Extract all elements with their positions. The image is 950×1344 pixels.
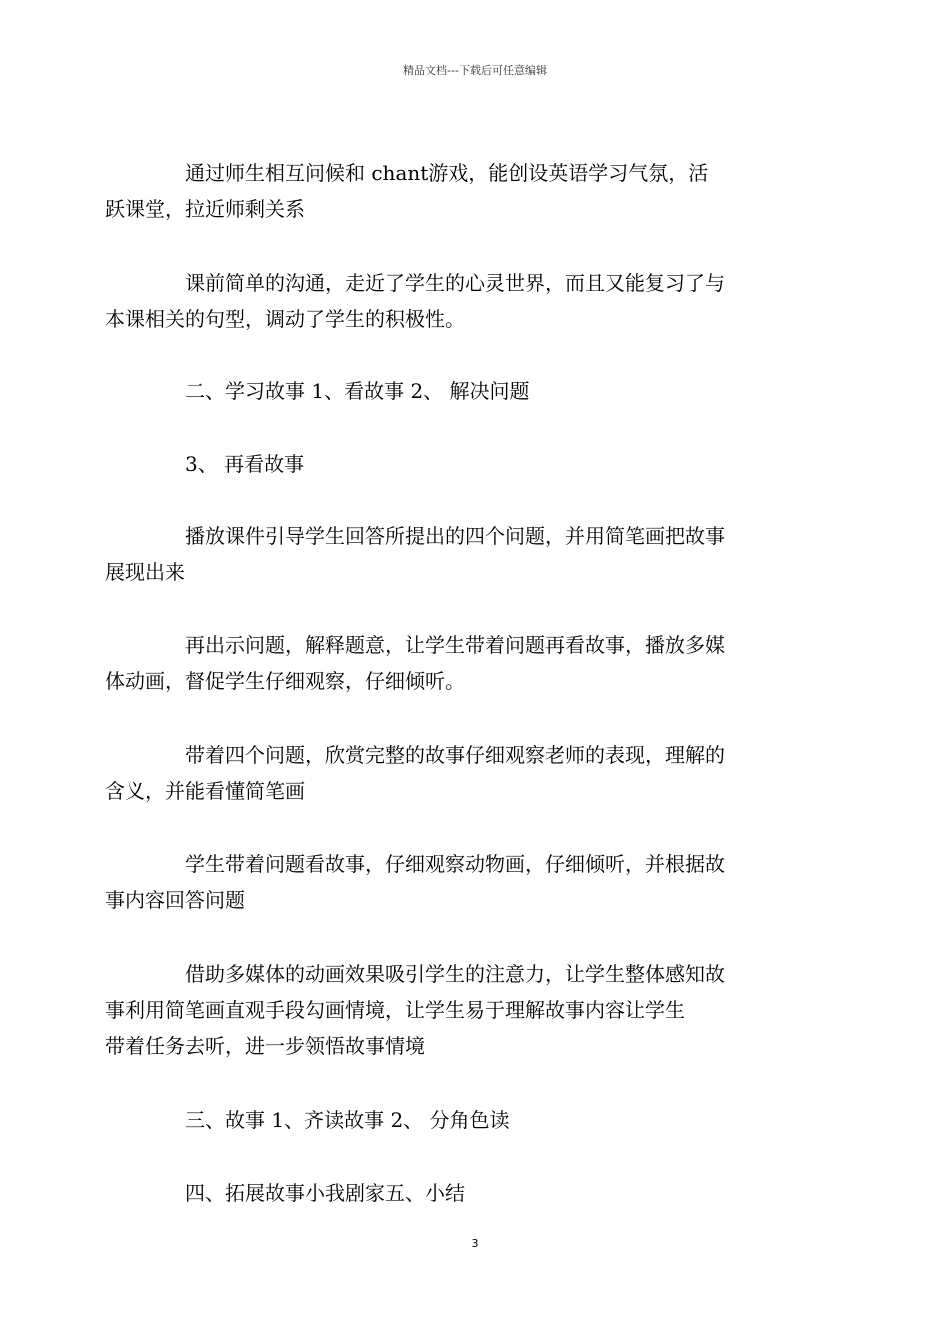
paragraph-line: 含义，并能看懂简笔画: [105, 779, 305, 803]
section-heading-story-reading: [145, 1102, 815, 1138]
paragraph-line: 本课相关的句型，调动了学生的积极性。: [105, 307, 465, 331]
paragraph-line: 学生带着问题看故事，仔细观察动物画，仔细倾听，并根据故: [185, 852, 725, 876]
paragraph-line: 跃课堂，拉近师剩关系: [105, 197, 305, 221]
paragraph-line: 带着任务去听，进一步领悟故事情境: [105, 1034, 425, 1058]
paragraph-pre-class-communication: [105, 265, 815, 337]
section-item-review-story: [145, 446, 815, 482]
paragraph-play-courseware: [105, 518, 815, 590]
paragraph-line: 播放课件引导学生回答所提出的四个问题，并用简笔画把故事: [185, 524, 725, 548]
paragraph-line: 事利用简笔画直观手段勾画情境，让学生易于理解故事内容让学生: [105, 998, 685, 1022]
paragraph-line: 带着四个问题，欣赏完整的故事仔细观察老师的表现，理解的: [185, 743, 725, 767]
paragraph-line: 二、学习故事 1、看故事 2、 解决问题: [185, 379, 530, 403]
paragraph-line: 体动画，督促学生仔细观察，仔细倾听。: [105, 669, 465, 693]
paragraph-line: 展现出来: [105, 560, 185, 584]
paragraph-line: 再出示问题，解释题意，让学生带着问题再看故事，播放多媒: [185, 633, 725, 657]
paragraph-greeting-chant: [105, 155, 815, 227]
paragraph-four-questions: [105, 737, 815, 809]
page-header: 精品文档---下载后可任意编辑: [403, 64, 547, 77]
page-number: 3: [471, 1237, 479, 1250]
paragraph-line: 通过师生相互问候和 chant游戏，能创设英语学习气氛，活: [185, 161, 709, 185]
paragraph-students-watch: [105, 846, 815, 918]
paragraph-line: 三、故事 1、齐读故事 2、 分角色读: [185, 1108, 510, 1132]
paragraph-line: 四、拓展故事小我剧家五、小结: [185, 1181, 465, 1205]
paragraph-multimedia-animation: [105, 956, 815, 1064]
paragraph-line: 事内容回答问题: [105, 888, 245, 912]
paragraph-show-questions: [105, 627, 815, 699]
section-heading-extension-summary: [145, 1175, 815, 1211]
paragraph-line: 课前简单的沟通，走近了学生的心灵世界，而且又能复习了与: [185, 271, 725, 295]
paragraph-line: 3、 再看故事: [185, 452, 305, 476]
section-heading-learn-story: [145, 373, 815, 409]
paragraph-line: 借助多媒体的动画效果吸引学生的注意力，让学生整体感知故: [185, 962, 725, 986]
